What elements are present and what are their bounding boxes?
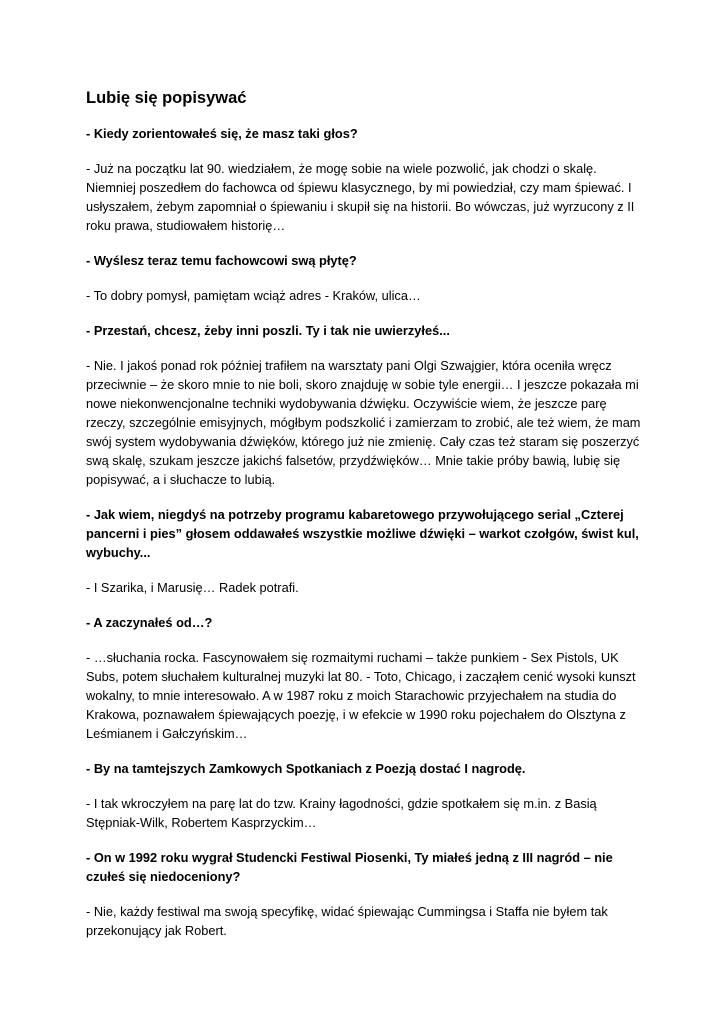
interview-question: - A zaczynałeś od…?: [86, 615, 213, 630]
interview-question: - Przestań, chcesz, żeby inni poszli. Ty i tak nie uwierzyłeś...: [86, 323, 450, 338]
interview-answer: - I Szarika, i Marusię… Radek potrafi.: [86, 580, 299, 595]
interview-question: - Jak wiem, niegdyś na potrzeby programu kabaretowego przywołującego serial „Czterej pancerni i pies” głosem oddawałeś wszystkie możliwe dźwięki – warkot czołgów, świst kul, wybuchy...: [86, 507, 639, 560]
interview-answer: - Już na początku lat 90. wiedziałem, że mogę sobie na wiele pozwolić, jak chodzi o skalę. Niemniej poszedłem do fachowca od śpiewu klasycznego, by mi powiedział, czy mam śpiewać. I usłyszałem, żebym zapomniał o śpiewaniu i skupił się na historii. Bo wówczas, już wyrzucony z II roku prawa, studiowałem historię…: [86, 161, 635, 233]
interview-answer: - I tak wkroczyłem na parę lat do tzw. Krainy łagodności, gdzie spotkałem się m.in. z Basią Stępniak-Wilk, Robertem Kasprzyckim…: [86, 796, 597, 830]
interview-question: - By na tamtejszych Zamkowych Spotkaniach z Poezją dostać I nagrodę.: [86, 761, 526, 776]
interview-question: - On w 1992 roku wygrał Studencki Festiwal Piosenki, Ty miałeś jedną z III nagród – nie czułeś się niedoceniony?: [86, 850, 613, 884]
document-page: [86, 88, 641, 956]
interview-answer: - To dobry pomysł, pamiętam wciąż adres - Kraków, ulica…: [86, 288, 421, 303]
document-title: Lubię się popisywać: [86, 89, 247, 107]
interview-question: - Kiedy zorientowałeś się, że masz taki głos?: [86, 126, 358, 141]
interview-answer: - …słuchania rocka. Fascynowałem się rozmaitymi ruchami – także punkiem - Sex Pistols, UK Subs, potem słuchałem kulturalnej muzyki lat 80. - Toto, Chicago, i zacząłem cenić wysoki kunszt wokalny, to mnie interesowało. A w 1987 roku z moich Starachowic przyjechałem na studia do Krakowa, poznawałem śpiewających poezję, i w efekcie w 1990 roku pojechałem do Olsztyna z Leśmianem i Gałczyńskim…: [86, 650, 636, 741]
interview-answer: - Nie. I jakoś ponad rok później trafiłem na warsztaty pani Olgi Szwajgier, która oceniła wręcz przeciwnie – że skoro mnie to nie boli, skoro znajduję w sobie tyle energii… I jeszcze pokazała mi nowe niekonwencjonalne techniki wydobywania dźwięku. Oczywiście wiem, że jeszcze parę rzeczy, szczególnie emisyjnych, mógłbym podszkolić i zamierzam to zrobić, ale też wiem, że mam swój system wydobywania dźwięków, którego już nie zmienię. Cały czas też staram się poszerzyć swą skalę, szukam jeszcze jakichś falsetów, przydźwięków… Mnie takie próby bawią, lubię się popisywać, a i słuchacze to lubią.: [86, 358, 641, 487]
interview-answer: - Nie, każdy festiwal ma swoją specyfikę, widać śpiewając Cummingsa i Staffa nie byłem tak przekonujący jak Robert.: [86, 904, 608, 938]
interview-question: - Wyślesz teraz temu fachowcowi swą płytę?: [86, 253, 357, 268]
